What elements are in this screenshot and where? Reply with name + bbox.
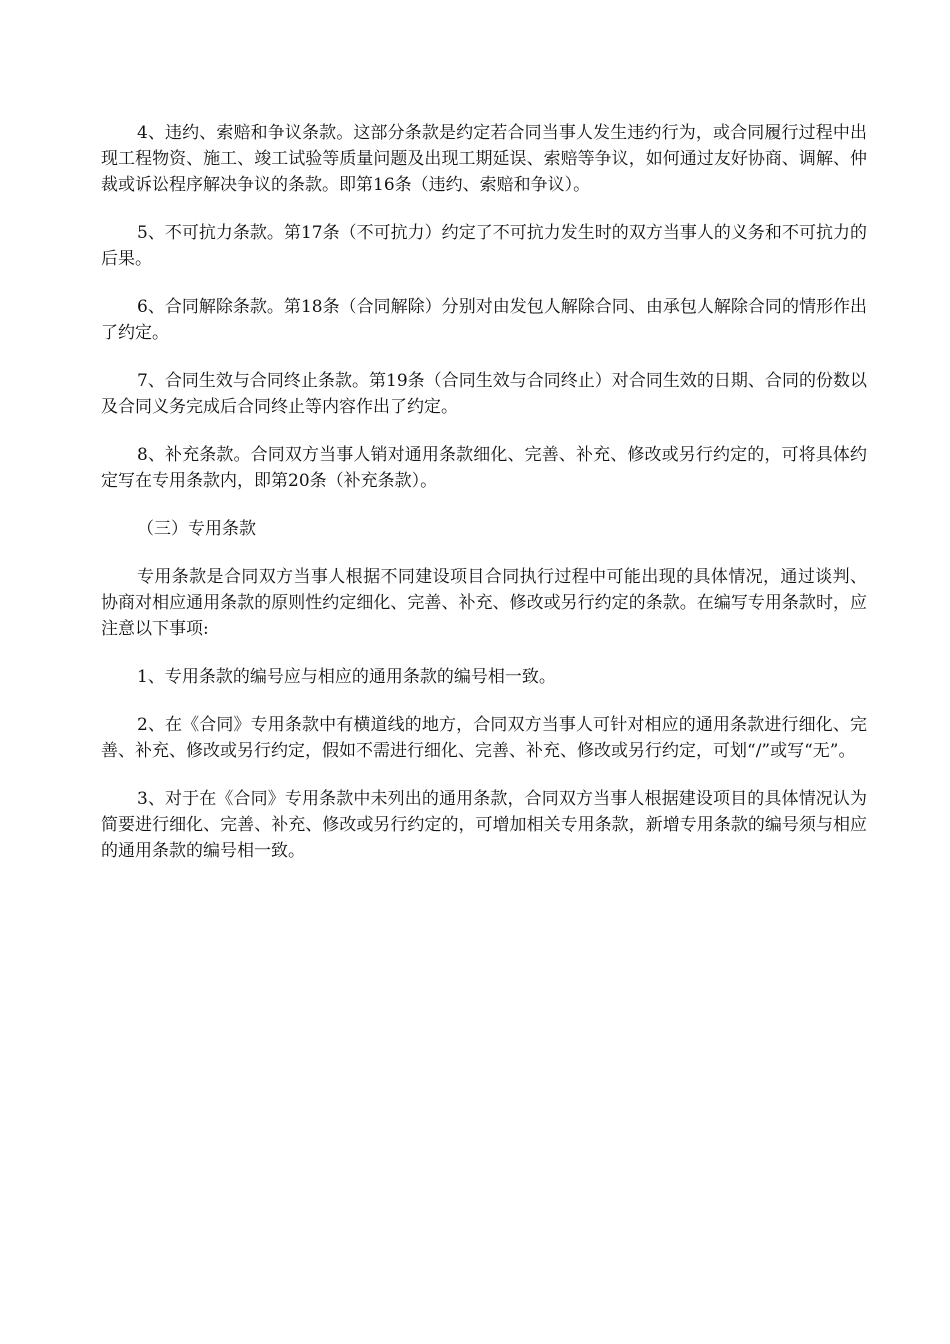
paragraph-note-dashed-lines: 2、在《合同》专用条款中有横道线的地方，合同双方当事人可针对相应的通用条款进行细化、完善、补充、修改或另行约定，假如不需进行细化、完善、补充、修改或另行约定，可划“/”或写“无”。 — [101, 715, 867, 761]
paragraph-supplementary-clauses: 8、补充条款。合同双方当事人销对通用条款细化、完善、补充、修改或另行约定的，可将具体约定写在专用条款内，即第20条（补充条款）。 — [101, 445, 867, 491]
paragraph-contract-termination: 6、合同解除条款。第18条（合同解除）分别对由发包人解除合同、由承包人解除合同的情形作出了约定。 — [101, 297, 867, 343]
paragraph-note-additional-clauses: 3、对于在《合同》专用条款中未列出的通用条款，合同双方当事人根据建设项目的具体情况认为简要进行细化、完善、补充、修改或另行约定的，可增加相关专用条款，新增专用条款的编号须与相应的通用条款的编号相一致。 — [101, 789, 867, 861]
paragraph-special-clauses-intro: 专用条款是合同双方当事人根据不同建设项目合同执行过程中可能出现的具体情况，通过谈判、协商对相应通用条款的原则性约定细化、完善、补充、修改或另行约定的条款。在编写专用条款时，应注意以下事项: — [101, 567, 867, 639]
paragraph-note-numbering: 1、专用条款的编号应与相应的通用条款的编号相一致。 — [137, 667, 556, 687]
document-page — [101, 120, 867, 886]
paragraph-contract-effectiveness: 7、合同生效与合同终止条款。第19条（合同生效与合同终止）对合同生效的日期、合同的份数以及合同义务完成后合同终止等内容作出了约定。 — [101, 371, 867, 417]
paragraph-breach-claims-disputes: 4、违约、索赔和争议条款。这部分条款是约定若合同当事人发生违约行为，或合同履行过程中出现工程物资、施工、竣工试验等质量问题及出现工期延误、索赔等争议，如何通过友好协商、调解、仲裁或诉讼程序解决争议的条款。即第16条（违约、索赔和争议）。 — [101, 123, 867, 195]
section-heading-special-clauses: （三）专用条款 — [137, 519, 256, 539]
paragraph-force-majeure: 5、不可抗力条款。第17条（不可抗力）约定了不可抗力发生时的双方当事人的义务和不可抗力的后果。 — [101, 223, 867, 269]
